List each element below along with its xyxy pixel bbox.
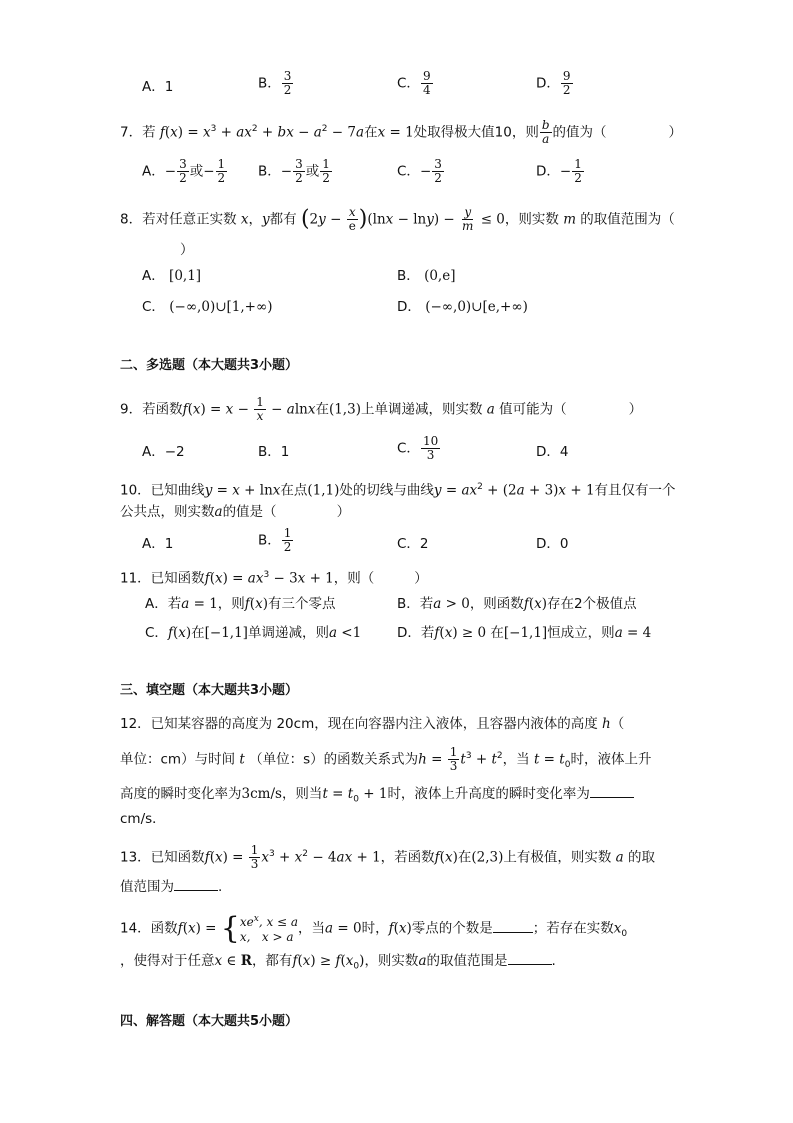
q7-option-d: D．− $\frac{1}{2}$ (536, 157, 582, 185)
q6-option-a: A．1 (142, 79, 174, 95)
q10-stem-line2: 公共点，则实数a的值是（ ） (120, 504, 351, 520)
q11-option-c: C．f(x)在[−1,1]单调递减，则a <1 (145, 625, 362, 641)
q9-option-d: D．4 (536, 444, 569, 460)
q10-stem-line1: 10．已知曲线y = x + lnx在点(1,1)处的切线与曲线$y = ax^2 + (2a + 3)x + 1$有且仅有一个 (120, 482, 676, 499)
section-heading-fill-in: 三、填空题（本大题共3小题） (120, 683, 299, 698)
q7-option-a: A．− $\frac{3}{2}$ 或− $\frac{1}{2}$ (142, 157, 226, 185)
q9-option-a: A．−2 (142, 444, 185, 460)
q9-option-b: B．1 (258, 444, 290, 460)
q8-option-d: D． (−∞,0)∪[e,+∞) (397, 299, 528, 315)
q11-option-d: D．若f(x) ≥ 0 在[−1,1]恒成立，则a = 4 (397, 625, 652, 641)
q10-option-d: D．0 (536, 536, 569, 552)
q12-line3: 高度的瞬时变化率为3cm/s，则当$t = t_0 + 1$时，液体上升高度的瞬时变化率为 (120, 783, 634, 811)
q10-option-a: A．1 (142, 536, 174, 552)
section-heading-multiple-choice: 二、多选题（本大题共3小题） (120, 358, 299, 373)
q13-line1: 13．已知函数f(x) = $\frac{1}{3}$ $x^3 + x^2 - 4ax + 1$，若函数f(x)在(2,3)上有极值，则实数 a 的取 (120, 843, 656, 871)
q13-line2: 值范围为 . (120, 879, 223, 895)
q7-option-c: C．− $\frac{3}{2}$ (397, 157, 442, 185)
q12-line4: cm/s． (120, 811, 166, 827)
q8-option-a: A． [0,1] (142, 268, 202, 284)
section-heading-solutions: 四、解答题（本大题共5小题） (120, 1014, 299, 1029)
q8-option-b: B． (0,e] (397, 268, 456, 284)
q6-option-b: B． $\frac{3}{2}$ (258, 69, 292, 97)
q12-line1: 12．已知某容器的高度为 20cm，现在向容器内注入液体，且容器内液体的高度 h（ (120, 716, 625, 732)
q14-line2: ，使得对于任意x ∈ R，都有$f(x) \ge f(x_0)$，则实数a的取值范围是 . (120, 953, 556, 972)
q12-line2: 单位：cm）与时间 t （单位：s）的函数关系式为h = $\frac{1}{3}$ $t^3 + t^2$，当 $t = t_0$时，液体上升 (120, 745, 652, 773)
q11-option-b: B．若a > 0，则函数f(x)存在2个极值点 (397, 596, 637, 612)
q10-option-c: C．2 (397, 536, 429, 552)
q11-option-a: A．若a = 1，则f(x)有三个零点 (145, 596, 336, 612)
q8-option-c: C． (−∞,0)∪[1,+∞) (142, 299, 273, 315)
q7-stem: 7．若 $f(x) = x^3 + ax^2$ + bx − $a^2 - 7a$在x = 1处取得极大值10，则 $\frac{b}{a}$ 的值为（ ） (120, 118, 683, 146)
q8-close-paren: ） (180, 242, 194, 258)
q9-option-c: C． $\frac{10}{3}$ (397, 434, 439, 462)
q14-line1: 14．函数f(x) = { $xe^x$, x ≤ a x, x > a ，当a = 0时，f(x)零点的个数是 ；若存在实数$x_0$ (120, 910, 628, 946)
q7-option-b: B．− $\frac{3}{2}$ 或 $\frac{1}{2}$ (258, 157, 330, 185)
q11-stem: 11．已知函数$f(x) = ax^3 - 3x + 1$，则（ ） (120, 570, 428, 587)
q10-option-b: B． $\frac{1}{2}$ (258, 526, 292, 554)
q6-option-c: C． $\frac{9}{4}$ (397, 69, 431, 97)
q8-stem: 8．若对任意正实数 x，y都有 (2y − $\frac{x}{e}$ )(lnx − lny) − $\frac{y}{m}$ ≤ 0，则实数 m 的取值范围为（ (120, 205, 675, 233)
q6-option-d: D． $\frac{9}{2}$ (536, 69, 571, 97)
q9-stem: 9．若函数f(x) = x − $\frac{1}{x}$ − alnx在(1,3)上单调递减，则实数 a 值可能为（ ） (120, 395, 643, 423)
